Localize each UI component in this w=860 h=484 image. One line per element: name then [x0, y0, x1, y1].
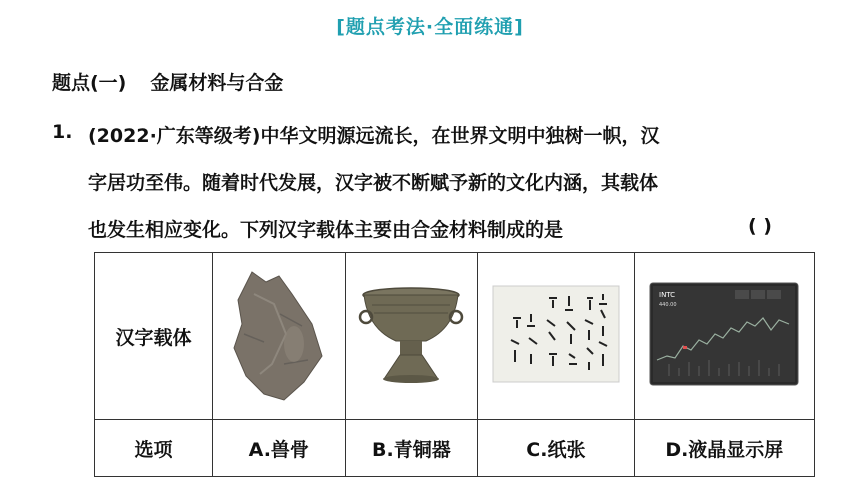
- answer-blank: ( ): [748, 215, 772, 237]
- question-number: 1.: [52, 121, 73, 143]
- table-row-images: [95, 253, 815, 420]
- options-table: [94, 252, 815, 477]
- section-banner: [题点考法·全面练通]: [336, 16, 524, 38]
- question-line-2: 字居功至伟。随着时代发展，汉字被不断赋予新的文化内涵，其载体: [88, 172, 659, 194]
- oracle-bone-image: [224, 264, 334, 404]
- section-heading: [52, 68, 283, 95]
- option-a-label: A.兽骨: [213, 420, 346, 477]
- screen-ticker-label: INTC: [659, 291, 676, 299]
- row-header-carrier: 汉字载体: [95, 253, 213, 420]
- row-header-option: 选项: [95, 420, 213, 477]
- question-line-3: 也发生相应变化。下列汉字载体主要由合金材料制成的是: [88, 219, 564, 241]
- screen-price-label: 440.00: [659, 302, 677, 308]
- option-b-image-cell: [345, 253, 478, 420]
- section-number: 题点(一): [52, 72, 127, 94]
- section-title: 金属材料与合金: [150, 72, 284, 94]
- table-row-labels: [95, 420, 815, 477]
- lcd-stock-screen-image: [649, 282, 799, 386]
- option-b-label: B.青铜器: [345, 420, 478, 477]
- bronze-vessel-image: [356, 279, 466, 389]
- option-d-label: D.液晶显示屏: [634, 420, 814, 477]
- option-c-label: C.纸张: [478, 420, 634, 477]
- calligraphy-paper-image: [491, 284, 621, 384]
- option-c-image-cell: [478, 253, 634, 420]
- option-d-image-cell: [634, 253, 814, 420]
- question-line-1: (2022·广东等级考)中华文明源远流长，在世界文明中独树一帜，汉: [88, 125, 660, 147]
- option-a-image-cell: [213, 253, 346, 420]
